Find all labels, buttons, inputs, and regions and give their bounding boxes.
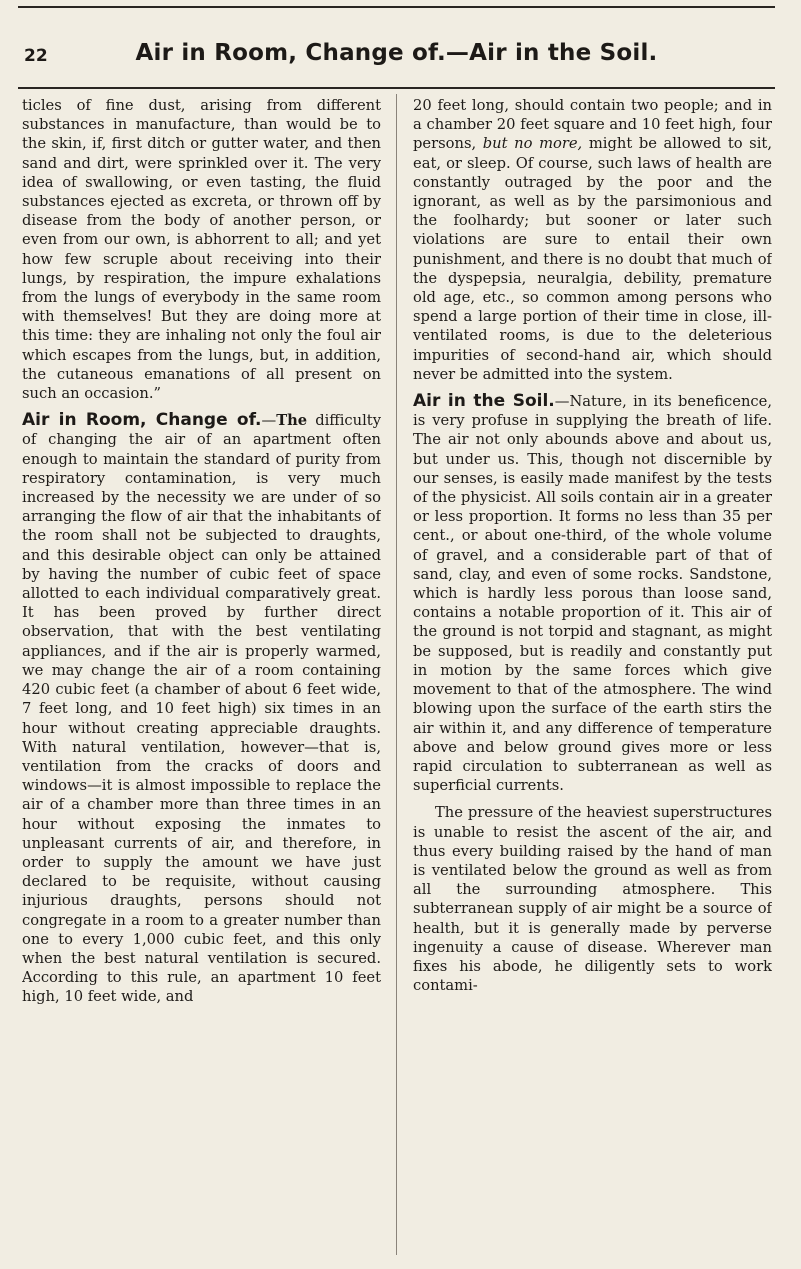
running-title: Air in Room, Change of.—Air in the Soil. [135, 40, 658, 66]
emphasis-text: but no more, [482, 135, 583, 153]
continued-paragraph [413, 96, 772, 384]
section-body: Nature, in its beneficence, is very profuse in supplying the breath of life. The air not only abounds above and about us, but under us. This, though not discernible by our senses, is easily made manifest by the tests of the physicist. All soils contain air in a greater or less proportion. It forms no less than 35 per cent., or about one-third, of the whole volume of gravel, and a considerable part of that of sand, clay, and even of some rocks. Sandstone, which is hardly less porous than loose sand, contains a notable proportion of it. This air of the ground is not torpid and stagnant, as might be supposed, but is readily and constantly put in motion by the same forces which give movement to that of the atmosphere. The wind blowing upon the surface of the earth stirs the air within it, and any difference of temperature above and below ground gives more or less rapid circulation to subterranean as well as superficial currents. [413, 393, 772, 795]
paragraph: The pressure of the heaviest superstructures is unable to resist the ascent of the air, and thus every building raised by the hand of man is ventilated below the ground as well as from all the surrounding atmosphere. This subterranean supply of air might be a source of health, but it is generally made by perverse ingenuity a cause of disease. Wherever man fixes his abode, he diligently sets to work contami- [413, 804, 772, 995]
section-lead-word: The [276, 412, 308, 430]
page-header [22, 40, 771, 80]
section-air-in-room [22, 411, 381, 1006]
section-air-in-soil [413, 392, 772, 795]
heading-dash: — [554, 393, 570, 411]
right-column [413, 96, 772, 1255]
page-number: 22 [24, 46, 48, 66]
text-run: 20 feet long, should contain two people; and in a chamber 20 feet square and 10 feet high, four persons, [413, 97, 772, 153]
text-run: might be allowed to sit, eat, or sleep. Of course, such laws of health are constantly outraged by the poor and the ignorant, as well as by the parsimonious and the foolhardy; but sooner or later such violations are sure to entail their own punishment, and there is no doubt that much of the dyspepsia, neuralgia, debility, premature old age, etc., so common among persons who spend a large portion of their time in close, ill-ventilated rooms, is due to the deleterious impurities of second-hand air, which should never be admitted into the system. [413, 135, 772, 383]
heading-dash: — [261, 412, 277, 430]
left-column [22, 96, 381, 1255]
column-divider [396, 94, 397, 1255]
section-heading: Air in the Soil. [413, 391, 555, 412]
section-body: difficulty of changing the air of an apartment often enough to maintain the standard of purity from respiratory contamination, is very much increased by the necessity we are under of so arranging the flow of air that the inhabitants of the room shall not be subjected to draughts, and this desirable object can only be attained by having the number of cubic feet of space allotted to each individual comparatively great. It has been proved by further direct observation, that with the best ventilating appliances, and if the air is properly warmed, we may change the air of a room containing 420 cubic feet (a chamber of about 6 feet wide, 7 feet long, and 10 feet high) six times in an hour without creating appreciable draughts. With natural ventilation, however—that is, ventilation from the cracks of doors and windows—it is almost impossible to replace the air of a chamber more than three times in an hour without exposing the inmates to unpleasant currents of air, and therefore, in order to supply the amount we have just declared to be requisite, without causing injurious draughts, persons should not congregate in a room to a greater number than one to every 1,000 cubic feet, and this only when the best natural ventilation is secured. According to this rule, an apartment 10 feet high, 10 feet wide, and [22, 412, 381, 1006]
section-heading: Air in Room, Change of. [22, 410, 262, 431]
top-rule [18, 6, 775, 8]
continued-paragraph: ticles of fine dust, arising from different substances in manufacture, than would be to the skin, if, first ditch or gutter water, and then sand and dirt, were sprinkled over it. The very idea of swallowing, or even tasting, the fluid substances ejected as excreta, or thrown off by disease from the body of another person, or even from our own, is abhorrent to all; and yet how few scruple about receiving into their lungs, by respiration, the impure exhalations from the lungs of everybody in the same room with themselves! But they are doing more at this time: they are inhaling not only the foul air which escapes from the lungs, but, in addition, the cutaneous emanations of all present on such an occasion.” [22, 97, 381, 403]
header-rule [18, 87, 775, 89]
